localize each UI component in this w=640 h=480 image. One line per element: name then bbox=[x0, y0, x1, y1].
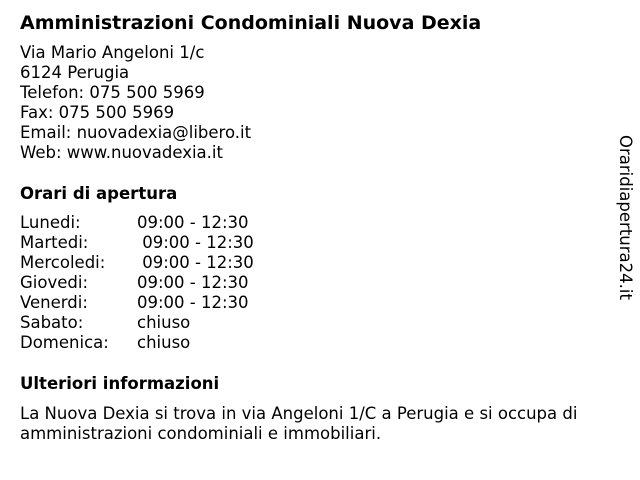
additional-info-text: La Nuova Dexia si trova in via Angeloni 1/C a Perugia e si occupa di amministrazioni condominiali e immobiliari. bbox=[20, 404, 578, 443]
hours-row-wednesday bbox=[20, 253, 254, 273]
day-label: Sabato: bbox=[20, 313, 84, 332]
day-hours: 09:00 - 12:30 bbox=[137, 293, 249, 312]
fax-line: Fax: 075 500 5969 bbox=[20, 103, 175, 122]
contact-block bbox=[20, 43, 251, 163]
hours-row-tuesday bbox=[20, 233, 254, 253]
additional-info-heading: Ulteriori informazioni bbox=[20, 374, 220, 393]
watermark: Oraridiapertura24.it bbox=[616, 135, 635, 300]
day-hours: chiuso bbox=[137, 313, 191, 332]
day-label: Venerdi: bbox=[20, 293, 88, 312]
day-hours: chiuso bbox=[137, 333, 191, 352]
hours-row-thursday bbox=[20, 273, 254, 293]
day-hours: 09:00 - 12:30 bbox=[137, 253, 254, 272]
hours-row-saturday bbox=[20, 313, 254, 333]
day-hours: 09:00 - 12:30 bbox=[137, 273, 249, 292]
page-title: Amministrazioni Condominiali Nuova Dexia bbox=[20, 12, 482, 34]
email-line: Email: nuovadexia@libero.it bbox=[20, 123, 252, 142]
hours-row-sunday bbox=[20, 333, 254, 353]
opening-hours-heading: Orari di apertura bbox=[20, 184, 178, 203]
hours-row-friday bbox=[20, 293, 254, 313]
day-hours: 09:00 - 12:30 bbox=[137, 233, 254, 252]
day-label: Giovedi: bbox=[20, 273, 88, 292]
day-label: Domenica: bbox=[20, 333, 109, 352]
day-hours: 09:00 - 12:30 bbox=[137, 213, 249, 232]
address-city: 6124 Perugia bbox=[20, 63, 130, 82]
day-label: Mercoledi: bbox=[20, 253, 106, 272]
opening-hours-table bbox=[20, 213, 254, 353]
web-line: Web: www.nuovadexia.it bbox=[20, 143, 223, 162]
hours-row-monday bbox=[20, 213, 254, 233]
phone-line: Telefon: 075 500 5969 bbox=[20, 83, 205, 102]
day-label: Lunedi: bbox=[20, 213, 81, 232]
address-street: Via Mario Angeloni 1/c bbox=[20, 43, 205, 62]
day-label: Martedi: bbox=[20, 233, 89, 252]
